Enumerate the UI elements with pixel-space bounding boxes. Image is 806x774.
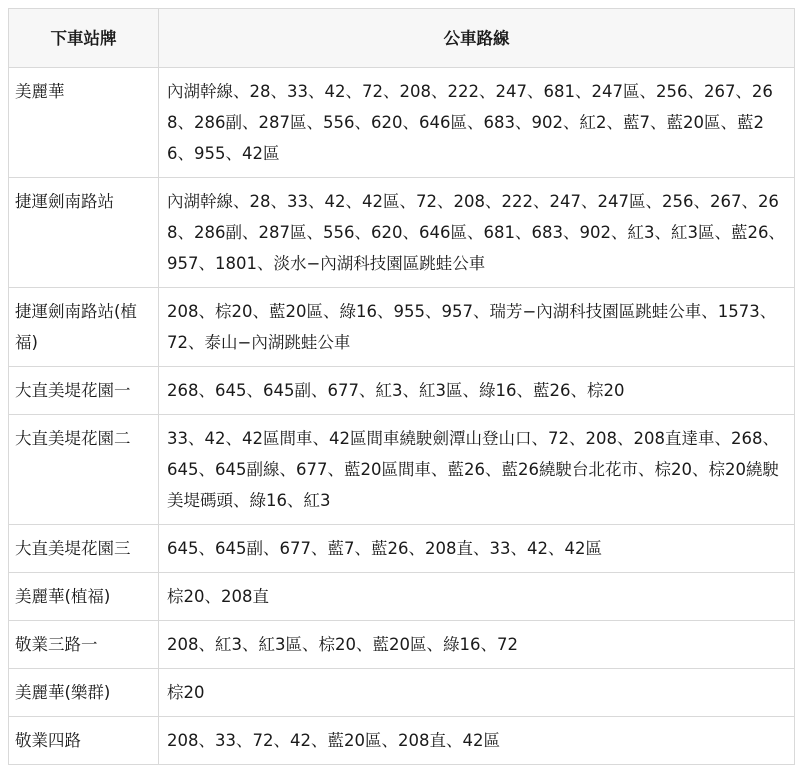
bus-route-table xyxy=(8,8,795,765)
table-row xyxy=(9,573,795,621)
table-row xyxy=(9,621,795,669)
routes-cell: 內湖幹線、28、33、42、42區、72、208、222、247、247區、256、267、268、286副、287區、556、620、646區、681、683、902、紅3、紅3區、藍26、957、1801、淡水−內湖科技園區跳蛙公車 xyxy=(159,178,795,288)
table-row xyxy=(9,367,795,415)
station-cell: 美麗華(樂群) xyxy=(9,669,159,717)
table-row xyxy=(9,68,795,178)
routes-cell: 208、紅3、紅3區、棕20、藍20區、綠16、72 xyxy=(159,621,795,669)
header-station: 下車站牌 xyxy=(9,9,159,68)
routes-cell: 棕20、208直 xyxy=(159,573,795,621)
station-cell: 捷運劍南路站 xyxy=(9,178,159,288)
table-row xyxy=(9,669,795,717)
bus-route-table-container xyxy=(8,8,794,765)
routes-cell: 內湖幹線、28、33、42、72、208、222、247、681、247區、256、267、268、286副、287區、556、620、646區、683、902、紅2、藍7、藍20區、藍26、955、42區 xyxy=(159,68,795,178)
routes-cell: 645、645副、677、藍7、藍26、208直、33、42、42區 xyxy=(159,525,795,573)
table-header-row xyxy=(9,9,795,68)
routes-cell: 33、42、42區間車、42區間車繞駛劍潭山登山口、72、208、208直達車、268、645、645副線、677、藍20區間車、藍26、藍26繞駛台北花市、棕20、棕20繞駛美堤碼頭、綠16、紅3 xyxy=(159,415,795,525)
table-row xyxy=(9,525,795,573)
station-cell: 敬業三路一 xyxy=(9,621,159,669)
station-cell: 大直美堤花園一 xyxy=(9,367,159,415)
table-row xyxy=(9,288,795,367)
station-cell: 敬業四路 xyxy=(9,717,159,765)
routes-cell: 208、33、72、42、藍20區、208直、42區 xyxy=(159,717,795,765)
station-cell: 大直美堤花園二 xyxy=(9,415,159,525)
station-cell: 捷運劍南路站(植福) xyxy=(9,288,159,367)
routes-cell: 268、645、645副、677、紅3、紅3區、綠16、藍26、棕20 xyxy=(159,367,795,415)
table-row xyxy=(9,178,795,288)
table-row xyxy=(9,415,795,525)
table-row xyxy=(9,717,795,765)
routes-cell: 208、棕20、藍20區、綠16、955、957、瑞芳−內湖科技園區跳蛙公車、1573、72、泰山−內湖跳蛙公車 xyxy=(159,288,795,367)
station-cell: 美麗華(植福) xyxy=(9,573,159,621)
routes-cell: 棕20 xyxy=(159,669,795,717)
station-cell: 大直美堤花園三 xyxy=(9,525,159,573)
station-cell: 美麗華 xyxy=(9,68,159,178)
header-routes: 公車路線 xyxy=(159,9,795,68)
